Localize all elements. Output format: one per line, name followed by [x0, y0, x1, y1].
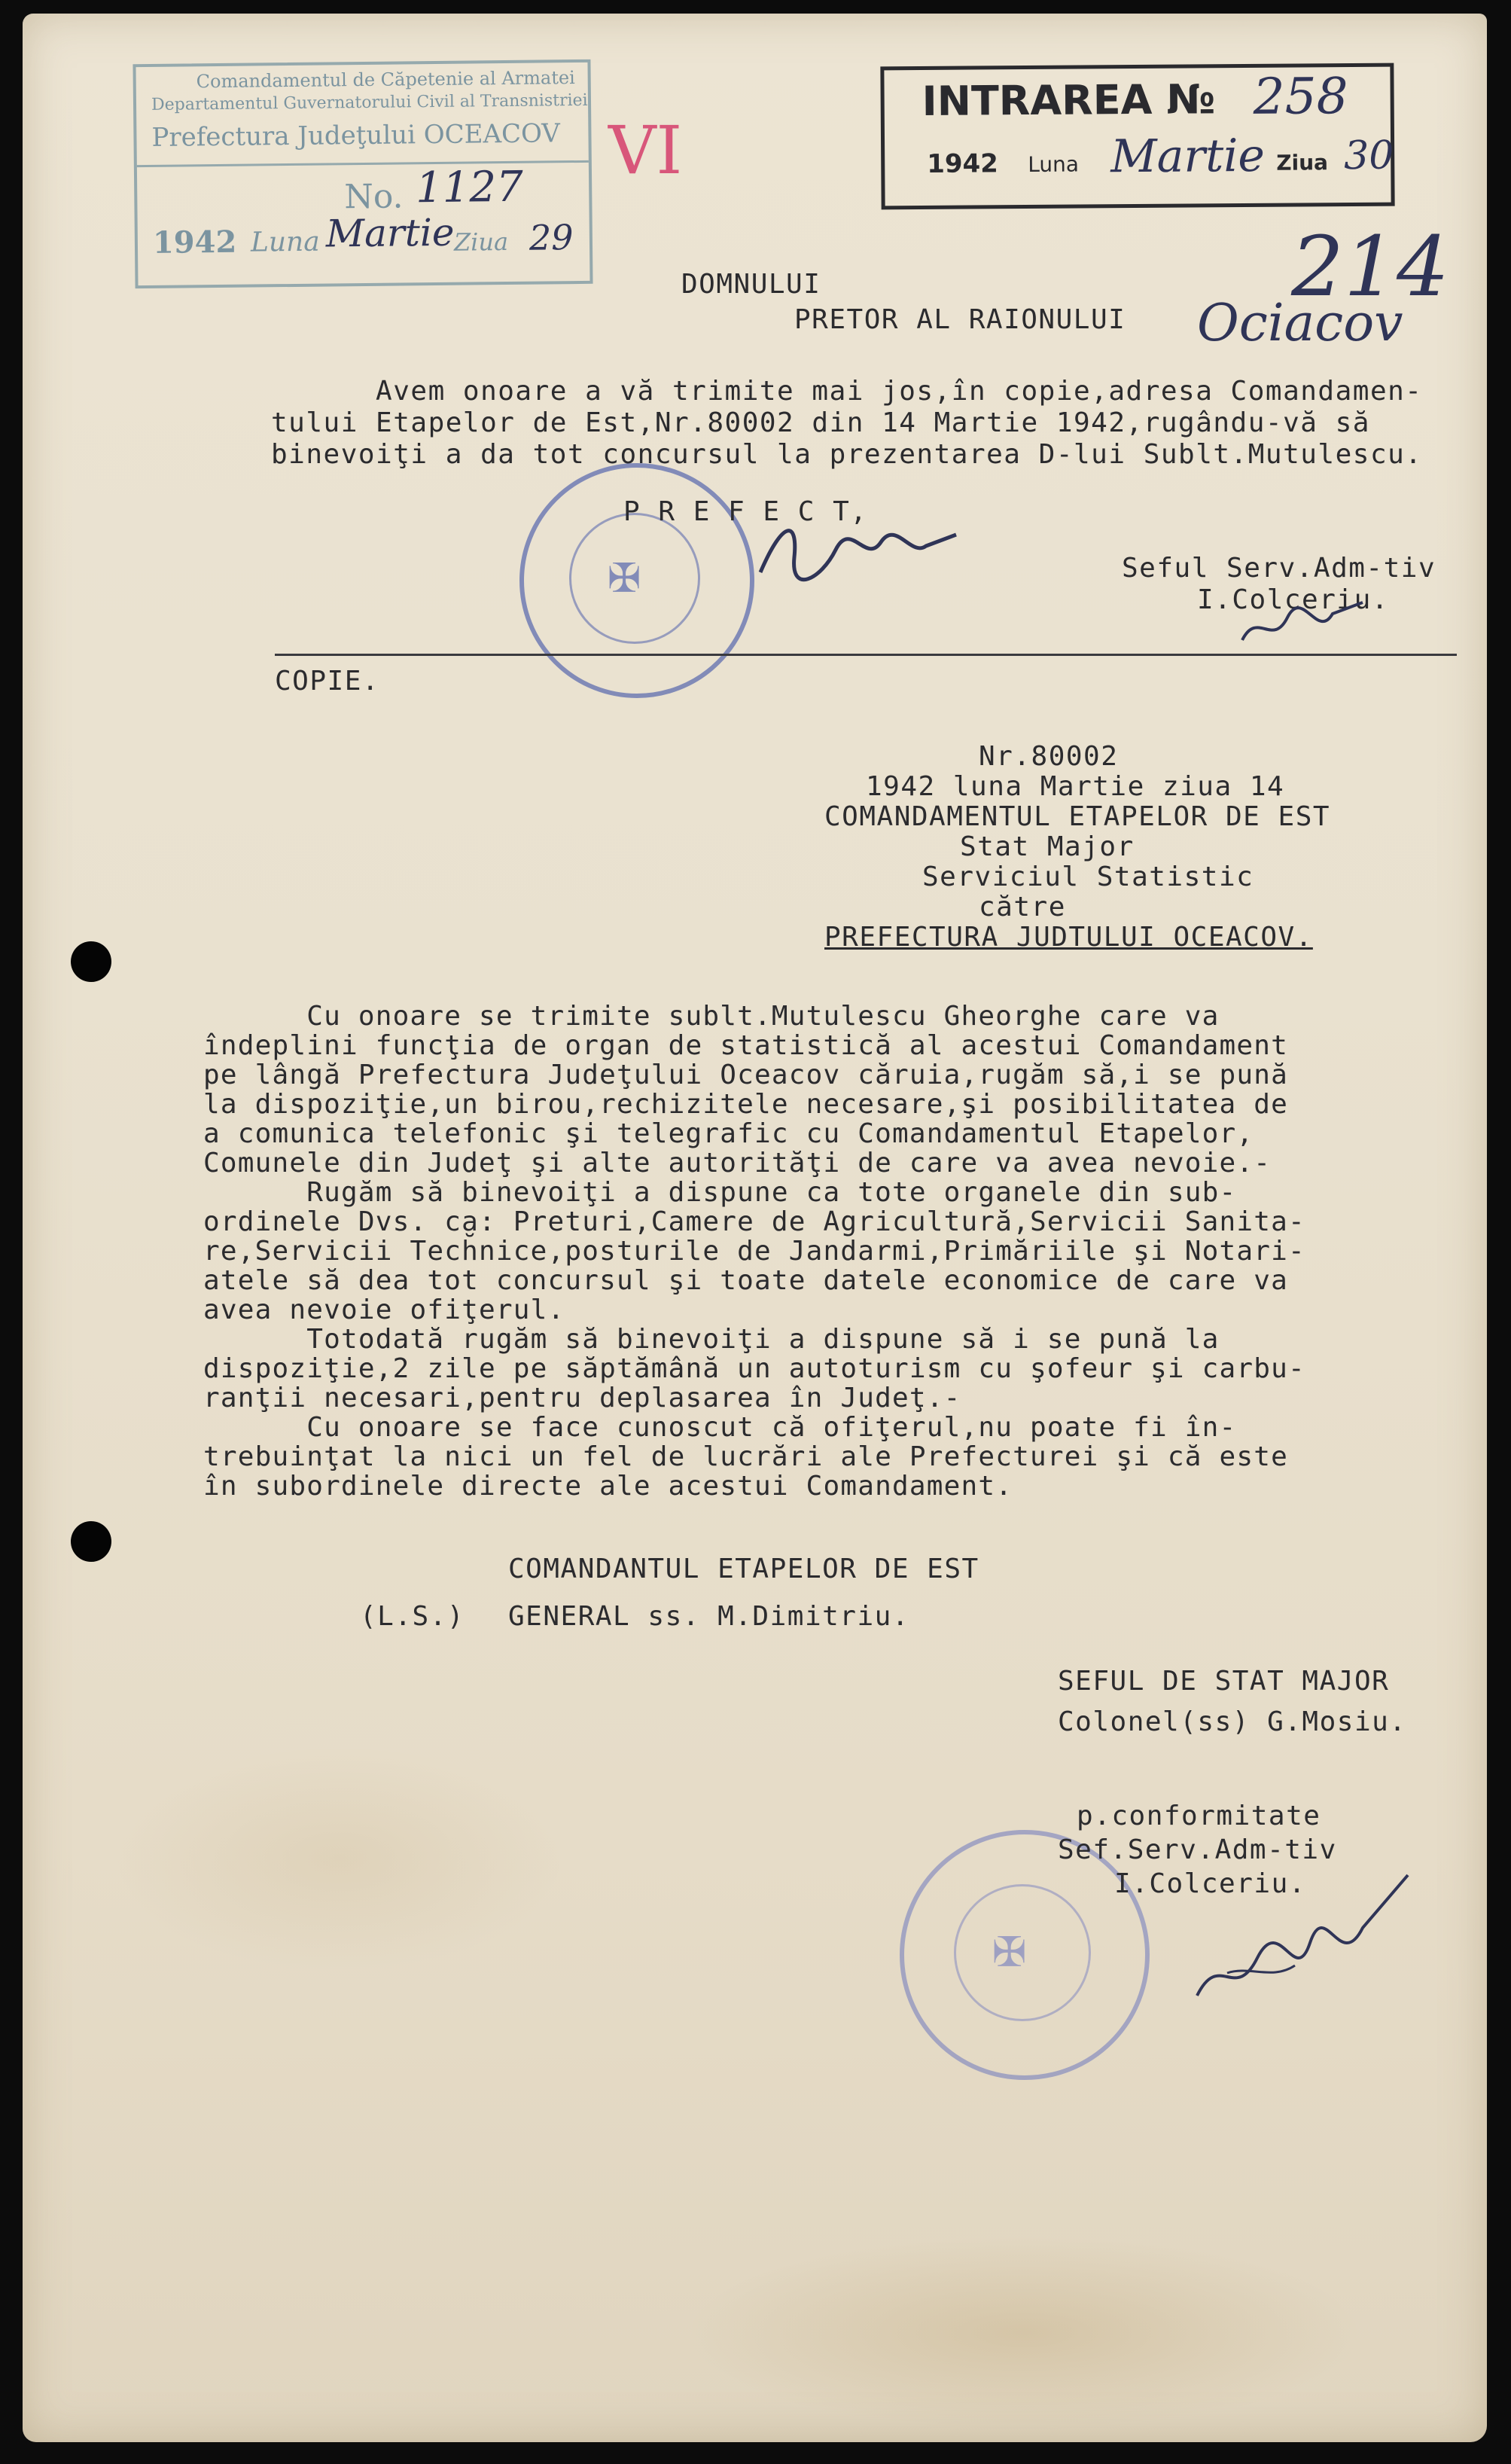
entry-stamp-ziua-label: Ziua — [1276, 150, 1329, 175]
service-unit: Serviciul Statistic — [922, 861, 1254, 892]
entry-stamp-ziua-value: 30 — [1343, 133, 1394, 179]
official-seal-bottom — [900, 1830, 1150, 2080]
conformity-name: I.Colceriu. — [1114, 1868, 1306, 1899]
body-paragraph-3: Totodată rugăm să binevoiţi a dispune să i se pună la dispoziţie,2 zile pe săptămână un autoturism cu şofeur şi carbu- ranţii necesari,pentru deplasarea în Judeţ.- — [203, 1324, 1305, 1413]
paper-stain — [113, 1746, 565, 1972]
service-chief-signature — [1235, 595, 1370, 655]
prefect-label: P R E F E C T, — [623, 496, 868, 527]
issuing-command: COMANDAMENTUL ETAPELOR DE EST — [824, 801, 1331, 832]
commander-title: COMANDANTUL ETAPELOR DE EST — [508, 1554, 979, 1584]
service-chief-title: Seful Serv.Adm-tiv — [1122, 553, 1436, 584]
entry-stamp-luna-label: Luna — [1028, 151, 1080, 178]
margin-mark: VI — [608, 111, 683, 189]
stamp-no-label: No. — [344, 177, 404, 217]
service-chief-name: I.Colceriu. — [1197, 584, 1389, 615]
chief-of-staff-name: Colonel(ss) G.Mosiu. — [1058, 1706, 1407, 1737]
address-line-2: PRETOR AL RAIONULUI — [794, 304, 1126, 335]
conformity-title: Sef.Serv.Adm-tiv — [1058, 1834, 1337, 1865]
address-line-1: DOMNULUI — [681, 269, 821, 300]
ref-number: Nr.80002 — [979, 741, 1119, 772]
recipient: PREFECTURA JUDTULUI OCEACOV. — [824, 922, 1313, 953]
chief-of-staff-title: SEFUL DE STAT MAJOR — [1058, 1666, 1390, 1697]
entry-stamp-number: 258 — [1253, 67, 1348, 126]
cover-letter-line-2: tului Etapelor de Est,Nr.80002 din 14 Martie 1942,rugându-vă să — [271, 407, 1370, 438]
raion-name-handwritten: Ociacov — [1197, 294, 1403, 353]
separator-rule — [275, 654, 1457, 656]
ref-date: 1942 luna Martie ziua 14 — [866, 771, 1285, 802]
stamp-year: 1942 — [152, 224, 237, 261]
handwritten-number: 214 — [1291, 218, 1449, 315]
punch-hole — [71, 941, 111, 982]
water-stain — [685, 2235, 1363, 2431]
recipient-prefix: către — [979, 892, 1066, 922]
entry-stamp-right — [880, 63, 1394, 210]
punch-hole — [71, 1521, 111, 1562]
entry-stamp-year: 1942 — [927, 148, 999, 179]
registry-stamp-left — [133, 59, 593, 288]
stamp-line-1: Comandamentul de Căpetenie al Armatei — [196, 67, 575, 93]
stamp-line-3: Prefectura Judeţului OCEACOV — [151, 118, 561, 153]
cover-letter-line-3: binevoiţi a da tot concursul la prezentarea D-lui Sublt.Mutulescu. — [271, 439, 1423, 470]
copy-header-block — [760, 742, 1378, 953]
stamp-no-value: 1127 — [415, 162, 524, 213]
coat-of-arms-icon: ✠ — [608, 543, 641, 605]
stamp-ziua-value: 29 — [529, 217, 574, 258]
stamp-ziua-label: Ziua — [453, 227, 509, 257]
copie-label: COPIE. — [275, 666, 380, 697]
cover-letter-line-1: Avem onoare a vă trimite mai jos,în copie,adresa Comandamen- — [271, 376, 1423, 407]
body-paragraph-4: Cu onoare se face cunoscut că ofiţerul,nu poate fi în- trebuinţat la nici un fel de lucrări ale Prefecturei şi că este în subordinele directe ale acestui Comandament. — [203, 1412, 1289, 1502]
conformity-label: p.conformitate — [1077, 1801, 1321, 1831]
locus-sigilli: (L.S.) — [360, 1601, 465, 1632]
prefect-signature — [753, 512, 964, 595]
stamp-luna-value: Martie — [325, 210, 455, 256]
staff-unit: Stat Major — [960, 831, 1135, 862]
commander-name: GENERAL ss. M.Dimitriu. — [508, 1601, 909, 1632]
conformity-signature — [1182, 1860, 1438, 2026]
entry-stamp-title: INTRAREA № — [922, 75, 1216, 125]
stamp-line-2: Departamentul Guvernatorului Civil al Transnistriei — [151, 90, 588, 114]
body-paragraph-1: Cu onoare se trimite sublt.Mutulescu Gheorghe care va îndeplini funcţia de organ de statistică al acestui Comandament pe lângă Prefectura Judeţului Oceacov căruia,rugăm să,i se pună la dispoziţie,un birou,rechizitele necesare,şi posibilitatea de a comunica telefonic şi telegrafic cu Comandamentul Etapelor, Comunele din Judeţ şi alte autorităţi de care va avea nevoie.- — [203, 1001, 1289, 1179]
stamp-luna-label: Luna — [250, 226, 320, 258]
entry-stamp-luna-value: Martie — [1110, 129, 1266, 184]
body-paragraph-2: Rugăm să binevoiţi a dispune ca tote organele din sub- ordinele Dvs. ca: Preturi,Camere de Agricultură,Servicii Sanita- re,Servicii Tech̆nice,posturile de Jandarmi,Primăriile şi Notari- atele să dea tot concursul şi toate datele economice de care va avea nevoie ofiţerul. — [203, 1177, 1305, 1325]
coat-of-arms-icon: ✠ — [993, 1916, 1026, 1979]
